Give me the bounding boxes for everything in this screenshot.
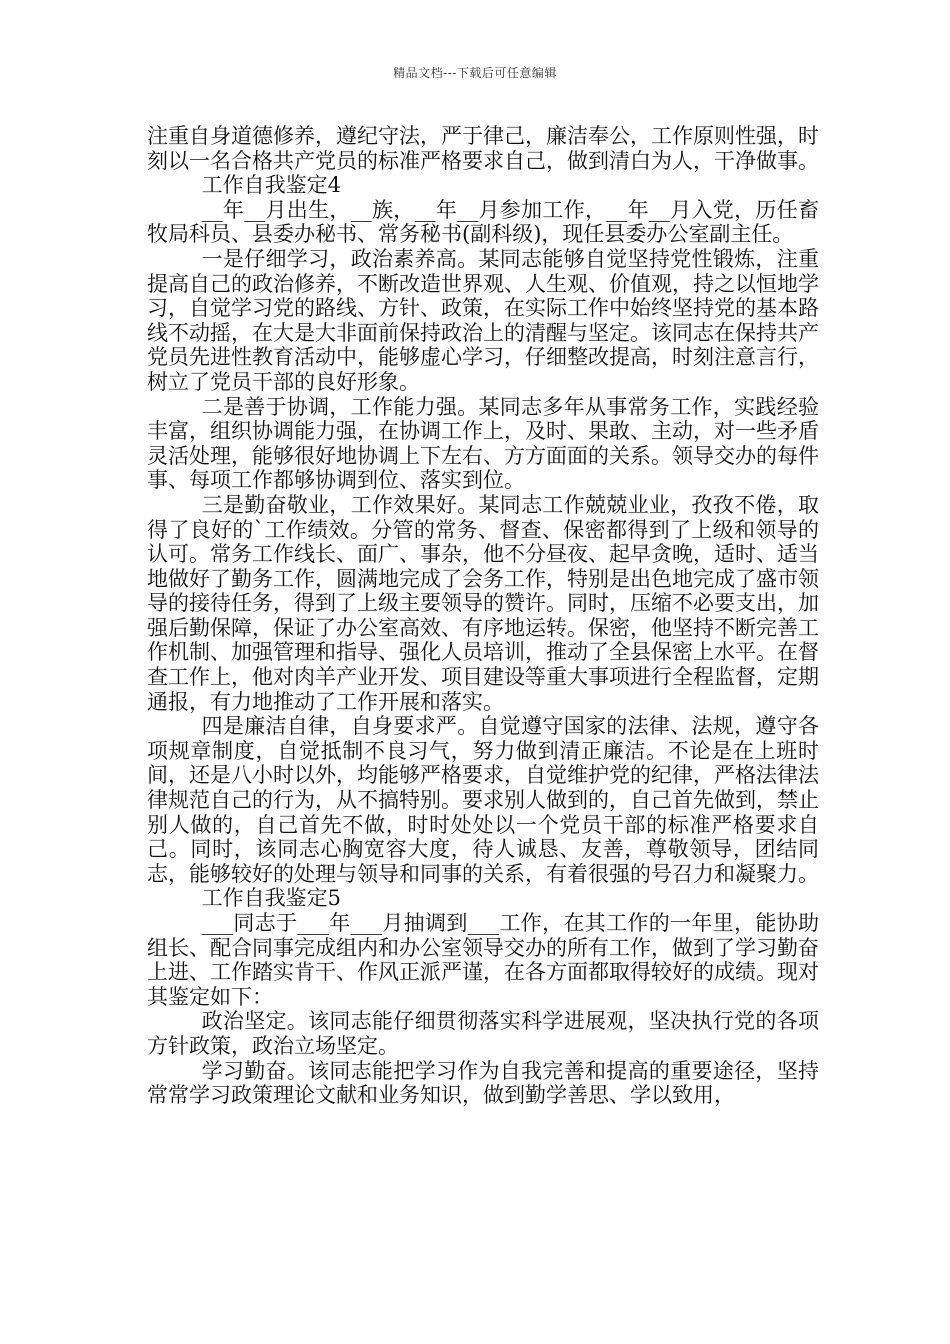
paragraph-assignment: ___同志于___年___月抽调到___工作，在其工作的一年里，能协助组长、配合同事完成组内和办公室领导交办的所有工作，做到了学习勤奋上进、工作踏实肯干、作风正派严谨，在各方面都取得较好的成绩。现对其鉴定如下：: [147, 911, 819, 1009]
section-heading-4: 工作自我鉴定4: [201, 173, 341, 198]
paragraph-bio: __年__月出生，__族，__年__月参加工作，__年__月入党，历任畜牧局科员、县委办秘书、常务秘书(副科级)，现任县委办公室副主任。: [147, 197, 819, 247]
page-header: 精品文档---下载后可任意编辑: [393, 66, 557, 80]
paragraph-learning: 学习勤奋。该同志能把学习作为自我完善和提高的重要途径，坚持常常学习政策理论文献和业务知识，做到勤学善思、学以致用，: [147, 1058, 819, 1108]
paragraph-study: 一是仔细学习，政治素养高。某同志能够自觉坚持党性锻炼，注重提高自己的政治修养，不断改造世界观、人生观、价值观，持之以恒地学习，自觉学习党的路线、方针、政策，在实际工作中始终坚持党的基本路线不动摇，在大是大非面前保持政治上的清醒与坚定。该同志在保持共产党员先进性教育活动中，能够虚心学习，仔细整改提高，时刻注意言行，树立了党员干部的良好形象。: [147, 246, 819, 394]
document-body: [147, 124, 819, 1108]
paragraph-integrity: 四是廉洁自律，自身要求严。自觉遵守国家的法律、法规，遵守各项规章制度，自觉抵制不良习气，努力做到清正廉洁。不论是在上班时间，还是八小时以外，均能够严格要求，自觉维护党的纪律，严格法律法律规范自己的行为，从不搞特别。要求别人做到的，自己首先做到，禁止别人做的，自己首先不做，时时处处以一个党员干部的标准严格要求自己。同时，该同志心胸宽容大度，待人诚恳、友善，尊敬领导，团结同志，能够较好的处理与领导和同事的关系，有着很强的号召力和凝聚力。: [147, 714, 819, 886]
paragraph-intro: 注重自身道德修养，遵纪守法，严于律己，廉洁奉公，工作原则性强，时刻以一名合格共产党员的标准严格要求自己，做到清白为人，干净做事。: [147, 124, 819, 173]
paragraph-diligence: 三是勤奋敬业，工作效果好。某同志工作兢兢业业，孜孜不倦，取得了良好的`工作绩效。分管的常务、督查、保密都得到了上级和领导的认可。常务工作线长、面广、事杂，他不分昼夜、起早贪晚，适时、适当地做好了勤务工作，圆满地完成了会务工作，特别是出色地完成了盛市领导的接待任务，得到了上级主要领导的赞许。同时，压缩不必要支出，加强后勤保障，保证了办公室高效、有序地运转。保密，他坚持不断完善工作机制、加强管理和指导、强化人员培训，推动了全县保密上水平。在督查工作上，他对肉羊产业开发、项目建设等重大事项进行全程监督，定期通报，有力地推动了工作开展和落实。: [147, 492, 819, 714]
paragraph-political: 政治坚定。该同志能仔细贯彻落实科学进展观，坚决执行党的各项方针政策，政治立场坚定。: [147, 1009, 819, 1058]
section-heading-5: 工作自我鉴定5: [201, 886, 341, 911]
paragraph-coordination: 二是善于协调，工作能力强。某同志多年从事常务工作，实践经验丰富，组织协调能力强，在协调工作上，及时、果敢、主动，对一些矛盾灵活处理，能够很好地协调上下左右、方方面面的关系。领导交办的每件事、每项工作都够协调到位、落实到位。: [147, 394, 819, 493]
